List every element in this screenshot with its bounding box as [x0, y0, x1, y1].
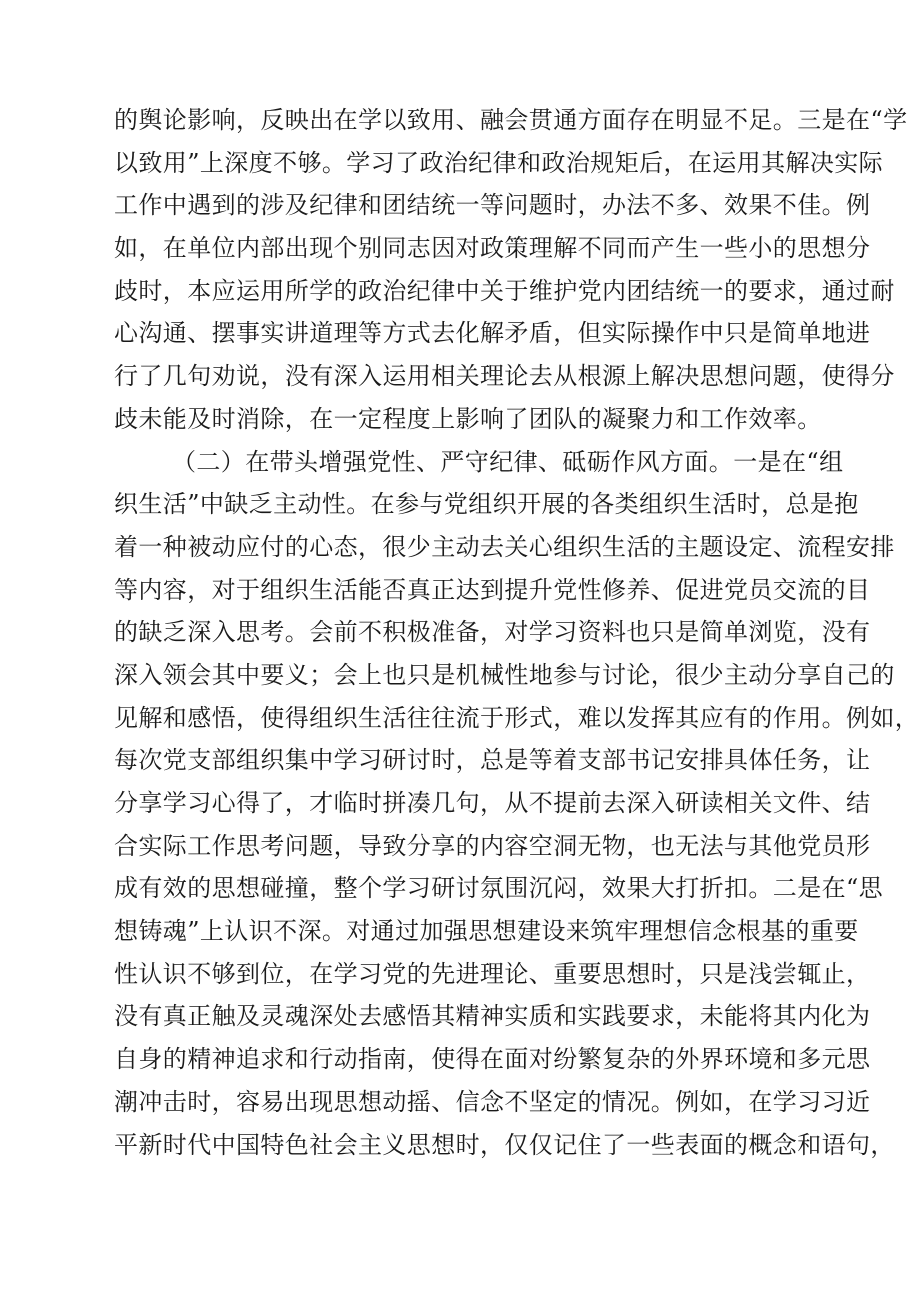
text-line: 的舆论影响，反映出在学以致用、融会贯通方面存在明显不足。三是在“学	[114, 106, 908, 134]
text-line: 想铸魂”上认识不深。对通过加强思想建设来筑牢理想信念根基的重要	[114, 917, 859, 946]
text-line: 着一种被动应付的心态，很少主动去关心组织生活的主题设定、流程安排	[114, 532, 895, 561]
text-line: 行了几句劝说，没有深入运用相关理论去从根源上解决思想问题，使得分	[114, 362, 895, 391]
text-line: 歧未能及时消除，在一定程度上影响了团队的凝聚力和工作效率。	[114, 404, 822, 433]
text-line: 分享学习心得了，才临时拼凑几句，从不提前去深入研读相关文件、结	[114, 789, 871, 817]
text-line: 心沟通、摆事实讲道理等方式去化解矛盾，但实际操作中只是简单地进	[114, 319, 871, 348]
text-line: 深入领会其中要义；会上也只是机械性地参与讨论，很少主动分享自己的	[114, 660, 895, 689]
text-line: 每次党支部组织集中学习研讨时，总是等着支部书记安排具体任务，让	[114, 746, 871, 775]
text-line: 潮冲击时，容易出现思想动摇、信念不坚定的情况。例如，在学习习近	[114, 1087, 871, 1116]
text-line: 没有真正触及灵魂深处去感悟其精神实质和实践要求，未能将其内化为	[114, 1002, 871, 1031]
text-line: 成有效的思想碰撞，整个学习研讨氛围沉闷，效果大打折扣。二是在“思	[114, 874, 884, 903]
text-line: 歧时，本应运用所学的政治纪律中关于维护党内团结统一的要求，通过耐	[114, 276, 895, 305]
text-line: 工作中遇到的涉及纪律和团结统一等问题时，办法不多、效果不佳。例	[114, 191, 871, 220]
text-line: 如，在单位内部出现个别同志因对政策理解不同而产生一些小的思想分	[114, 234, 871, 263]
text-line: 的缺乏深入思考。会前不积极准备，对学习资料也只是简单浏览，没有	[114, 618, 871, 647]
text-line: 自身的精神追求和行动指南，使得在面对纷繁复杂的外界环境和多元思	[114, 1045, 871, 1074]
text-line: 等内容，对于组织生活能否真正达到提升党性修养、促进党员交流的目	[114, 575, 871, 604]
text-line: 织生活”中缺乏主动性。在参与党组织开展的各类组织生活时，总是抱	[114, 490, 859, 519]
text-line: 以致用”上深度不够。学习了政治纪律和政治规矩后，在运用其解决实际	[114, 148, 884, 177]
text-line: 平新时代中国特色社会主义思想时，仅仅记住了一些表面的概念和语句，	[114, 1130, 895, 1159]
section-heading-line: （二）在带头增强党性、严守纪律、砥砺作风方面。一是在“组	[172, 447, 844, 476]
text-line: 见解和感悟，使得组织生活往往流于形式，难以发挥其应有的作用。例如，	[114, 703, 920, 732]
text-line: 合实际工作思考问题，导致分享的内容空洞无物，也无法与其他党员形	[114, 831, 871, 860]
body-text	[114, 99, 920, 1166]
text-line: 性认识不够到位，在学习党的先进理论、重要思想时，只是浅尝辄止，	[114, 959, 871, 988]
